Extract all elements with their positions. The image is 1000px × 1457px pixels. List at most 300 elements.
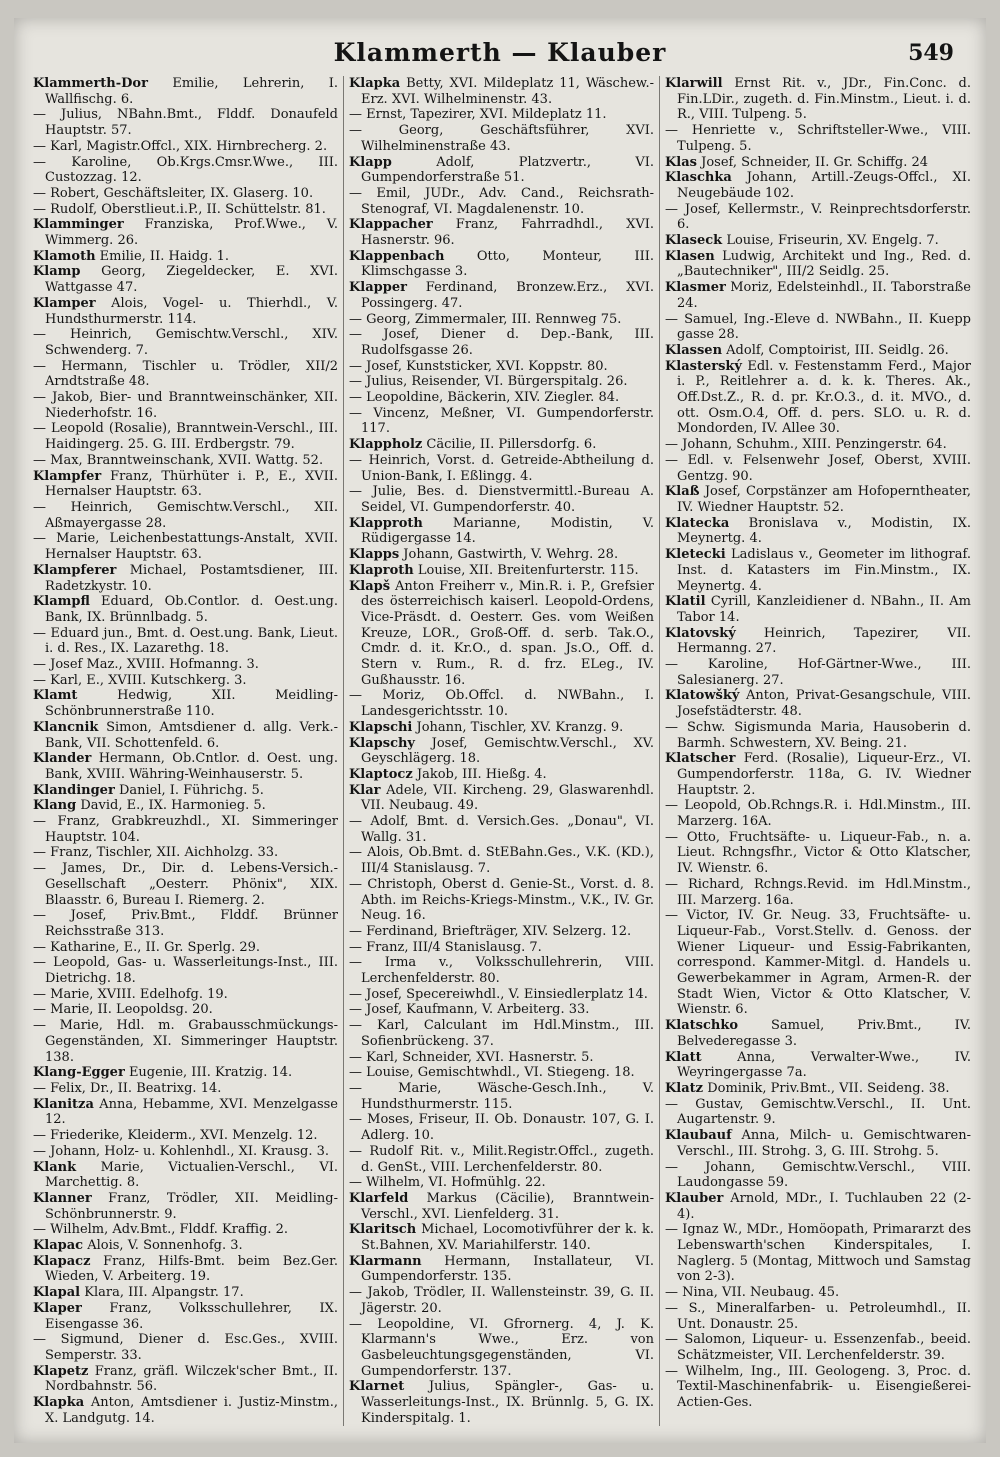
entry-text: — Louise, Gemischtwhdl., VI. Stiegeng. 18. <box>349 1065 635 1081</box>
directory-entry <box>349 814 654 845</box>
entry-text: Georg, Ziegeldecker, E. XVI. Wattgasse 47. <box>45 264 338 296</box>
entry-text: Ferdinand, Bronzew.Erz., XVI. Possingerg. 47. <box>361 280 654 311</box>
entry-surname: Klaubauf <box>665 1128 732 1144</box>
entry-text: Edl. v. Festenstamm Ferd., Major i. P., Reitlehrer a. d. k. k. Theres. Ak., Off.Dst.Z., R. d. pr. Kr.O.3., d. it. MVO., d. ott. Osm.O.4, Off. d. pers. SLO. u. R. d. Mondorden, IV. Allee 30. <box>677 358 971 437</box>
entry-surname: Klapetz <box>33 1363 89 1379</box>
entry-text: — Nina, VII. Neubaug. 45. <box>665 1285 840 1301</box>
directory-entry <box>33 673 338 689</box>
directory-entry <box>33 563 338 594</box>
directory-entry <box>33 421 338 452</box>
entry-surname: Klapproth <box>349 515 423 531</box>
entry-text: — Vincenz, Meßner, VI. Gumpendorferstr. 117. <box>349 405 654 437</box>
directory-entry <box>33 720 338 751</box>
directory-entry <box>33 751 338 782</box>
entry-text: Franz, Hilfs-Bmt. beim Bez.Ger. Wieden, V. Arbeiterg. 19. <box>45 1253 338 1285</box>
entry-surname: Klampferer <box>33 562 117 578</box>
directory-entry <box>349 767 654 783</box>
entry-surname: Klaptocz <box>349 766 413 782</box>
entry-text: — Leopold (Rosalie), Branntwein-Verschl., III. Haidingerg. 25. G. III. Erdbergstr. 79. <box>33 421 338 453</box>
entry-text: — Salomon, Liqueur- u. Essenzenfab., beeid. Schätzmeister, VII. Lerchenfelderstr. 39. <box>665 1332 971 1363</box>
entry-text: — Josef, Specereiwhdl., V. Einsiedlerplatz 14. <box>349 986 648 1002</box>
directory-entry <box>665 1301 971 1332</box>
entry-text: — Ferdinand, Briefträger, XIV. Selzerg. 12. <box>349 923 632 939</box>
entry-surname: Klauber <box>665 1190 724 1206</box>
entry-surname: Klappacher <box>349 217 433 233</box>
directory-entry <box>33 845 338 861</box>
entry-text: — Karl, Magistr.Offcl., XIX. Hirnbrecherg. 2. <box>33 138 328 154</box>
directory-entry <box>33 296 338 327</box>
directory-entry <box>665 1191 971 1222</box>
directory-entry <box>665 280 971 311</box>
directory-entry <box>349 1175 654 1191</box>
directory-entry <box>665 1160 971 1191</box>
directory-entry <box>665 594 971 625</box>
directory-entry <box>33 1144 338 1160</box>
directory-entry <box>665 1332 971 1363</box>
directory-entry <box>665 249 971 280</box>
entry-text: Hedwig, XII. Meidling-Schönbrunnerstraße 110. <box>45 688 338 720</box>
entry-surname: Klammerth-Dor <box>33 76 148 91</box>
directory-entry <box>349 249 654 280</box>
column-3 <box>660 76 976 1426</box>
entry-surname: Klapka <box>349 76 401 91</box>
entry-text: Cyrill, Kanzleidiener d. NBahn., II. Am Tabor 14. <box>677 594 971 625</box>
entry-text: Anna, Verwalter-Wwe., IV. Weyringergasse 7a. <box>677 1049 971 1081</box>
directory-entry <box>665 1050 971 1081</box>
directory-entry <box>33 327 338 358</box>
entry-text: — Karl, Calculant im Hdl.Minstm., III. Sofienbrückeng. 37. <box>349 1018 654 1049</box>
directory-entry <box>33 453 338 469</box>
entry-text: — Leopoldine, Bäckerin, XIV. Ziegler. 84. <box>349 390 620 406</box>
entry-text: — Henriette v., Schriftsteller-Wwe., VIII. Tulpeng. 5. <box>665 123 971 154</box>
entry-text: Ludwig, Architekt und Ing., Red. d. „Bautechniker", III/2 Seidlg. 25. <box>677 248 971 280</box>
directory-entry <box>665 453 971 484</box>
entry-text: Markus (Cäcilie), Branntwein-Verschl., XVI. Lienfelderg. 31. <box>361 1190 654 1222</box>
directory-entry <box>665 343 971 359</box>
entry-surname: Klaß <box>665 484 700 500</box>
directory-entry <box>33 1238 338 1254</box>
directory-entry <box>665 1097 971 1128</box>
directory-entry <box>349 217 654 248</box>
directory-entry <box>665 170 971 201</box>
entry-text: — Gustav, Gemischtw.Verschl., II. Unt. Augartenstr. 9. <box>665 1096 971 1128</box>
directory-entry <box>349 940 654 956</box>
entry-text: — Josef, Priv.Bmt., Flddf. Brünner Reichsstraße 313. <box>33 908 338 939</box>
directory-entry <box>665 1364 971 1411</box>
entry-text: Arnold, MDr., I. Tuchlauben 22 (2-4). <box>677 1190 971 1222</box>
directory-entry <box>33 107 338 138</box>
directory-entry <box>665 798 971 829</box>
entry-text: — Marie, Hdl. m. Grabausschmückungs-Gegenständen, XI. Simmeringer Hauptstr. 138. <box>33 1018 338 1065</box>
directory-entry <box>33 688 338 719</box>
entry-surname: Klamper <box>33 295 96 311</box>
entry-text: — Georg, Zimmermaler, III. Rennweg 75. <box>349 311 622 327</box>
entry-text: — Max, Branntweinschank, XVII. Wattg. 52. <box>33 452 324 468</box>
entry-text: — Ignaz W., MDr., Homöopath, Primararzt des Lebenswarth'schen Kinderspitales, I. Naglerg. 5 (Montag, Mittwoch und Samstag von 2-3). <box>665 1222 971 1285</box>
entry-text: Eduard, Ob.Contlor. d. Oest.ung. Bank, IX. Brünnlbadg. 5. <box>45 594 338 625</box>
entry-text: — Otto, Fruchtsäfte- u. Liqueur-Fab., n. a. Lieut. Rchngsfhr., Victor & Otto Klatscher, IV. Wienstr. 6. <box>665 829 971 877</box>
directory-entry <box>349 563 654 579</box>
entry-text: — Felix, Dr., II. Beatrixg. 14. <box>33 1081 222 1096</box>
directory-entry <box>349 123 654 154</box>
entry-surname: Klasmer <box>665 280 726 296</box>
directory-entry <box>33 1222 338 1238</box>
entry-text: Ferd. (Rosalie), Liqueur-Erz., VI. Gumpendorferstr. 118a, G. IV. Wiedner Hauptstr. 2. <box>677 751 971 798</box>
entry-surname: Klapac <box>33 1238 84 1254</box>
entry-text: Adele, VII. Kircheng. 29, Glaswarenhdl. VII. Neubaug. 49. <box>361 782 654 814</box>
directory-entry <box>33 1128 338 1144</box>
directory-entry <box>33 657 338 673</box>
directory-entry <box>349 1065 654 1081</box>
directory-entry <box>349 1081 654 1112</box>
directory-entry <box>665 155 971 171</box>
entry-surname: Klarfeld <box>349 1190 409 1206</box>
directory-entry <box>33 217 338 248</box>
directory-entry <box>349 1254 654 1285</box>
entry-surname: Klas <box>665 154 697 170</box>
entry-surname: Klapacz <box>33 1253 91 1269</box>
entry-surname: Klatowšký <box>665 688 740 704</box>
entry-text: Alois, V. Sonnenhofg. 3. <box>83 1238 243 1254</box>
entry-text: — Karoline, Ob.Krgs.Cmsr.Wwe., III. Custozzag. 12. <box>33 154 338 186</box>
entry-text: — Franz, III/4 Stanislausg. 7. <box>349 939 542 955</box>
entry-text: Emilie, II. Haidg. 1. <box>95 248 230 264</box>
entry-surname: Klapš <box>349 578 391 594</box>
directory-entry <box>665 123 971 154</box>
column-2 <box>344 76 660 1426</box>
directory-entry <box>349 1191 654 1222</box>
entry-text: Cäcilie, II. Pillersdorfg. 6. <box>422 437 597 453</box>
entry-surname: Kletecki <box>665 547 726 563</box>
entry-text: — Wilhelm, Adv.Bmt., Flddf. Kraffig. 2. <box>33 1222 289 1238</box>
entry-text: Klara, III. Alpangstr. 17. <box>80 1285 244 1301</box>
entry-text: David, E., IX. Harmonieg. 5. <box>76 798 266 814</box>
entry-text: — Julius, NBahn.Bmt., Flddf. Donaufeld Hauptstr. 57. <box>33 107 338 139</box>
entry-text: Anton Freiherr v., Min.R. i. P., Grefsier des österreichisch kaiserl. Leopold-Ordens, Vice-Präsdt. d. Oesterr. Ges. vom Weißen Kreuze, LOR., Groß-Off. d. serb. Tak.O., Cmdr. d. it. Kr.O., d. span. Js.O., Off. d. Stern v. Rum., R. d. frz. ELeg., IV. Gußhausstr. 16. <box>361 578 654 688</box>
directory-entry <box>33 1002 338 1018</box>
entry-text: Anton, Privat-Gesangschule, VIII. Josefstädterstr. 48. <box>677 688 971 720</box>
directory-entry <box>33 987 338 1003</box>
directory-entry <box>349 312 654 328</box>
entry-text: Bronislava v., Modistin, IX. Meynertg. 4. <box>677 515 971 547</box>
entry-text: Johann, Gastwirth, V. Wehrg. 28. <box>399 547 619 563</box>
directory-entry <box>33 469 338 500</box>
entry-text: — Katharine, E., II. Gr. Sperlg. 29. <box>33 939 261 955</box>
entry-surname: Klarnet <box>349 1379 405 1395</box>
entry-text: — Marie, XVIII. Edelhofg. 19. <box>33 986 228 1002</box>
entry-text: — Georg, Geschäftsführer, XVI. Wilhelminenstraße 43. <box>349 123 654 154</box>
entry-surname: Klamt <box>33 688 78 704</box>
directory-entry <box>33 1301 338 1332</box>
entry-text: — Jakob, Trödler, II. Wallensteinstr. 39, G. II. Jägerstr. 20. <box>349 1285 654 1316</box>
directory-entry <box>349 1002 654 1018</box>
entry-text: — Heinrich, Gemischtw.Verschl., XII. Aßmayergasse 28. <box>33 499 338 531</box>
directory-entry <box>33 1081 338 1097</box>
entry-text: — Wilhelm, Ing., III. Geologeng. 3, Proc. d. Textil-Maschinenfabrik- u. Eisengießerei-Actien-Ges. <box>665 1363 971 1411</box>
directory-entry <box>349 76 654 107</box>
directory-entry <box>665 76 971 123</box>
entry-text: — Wilhelm, VI. Hofmühlg. 22. <box>349 1175 546 1191</box>
directory-entry <box>33 500 338 531</box>
entry-text: Marie, Victualien-Verschl., VI. Marchettig. 8. <box>45 1159 338 1191</box>
entry-text: Michael, Locomotivführer der k. k. St.Bahnen, XV. Mariahilferstr. 140. <box>361 1222 654 1254</box>
directory-entry <box>349 1018 654 1049</box>
entry-text: Adolf, Comptoirist, III. Seidlg. 26. <box>722 342 949 358</box>
directory-entry <box>349 453 654 484</box>
entry-text: — Alois, Ob.Bmt. d. StEBahn.Ges., V.K. (KD.), III/4 Stanislausg. 7. <box>349 845 654 877</box>
entry-text: Franz, Volksschullehrer, IX. Eisengasse 36. <box>45 1300 338 1332</box>
entry-text: — Edl. v. Felsenwehr Josef, Oberst, XVIII. Gentzg. 90. <box>665 452 971 484</box>
entry-text: — Franz, Grabkreuzhdl., XI. Simmeringer Hauptstr. 104. <box>33 814 338 845</box>
entry-text: Hermann, Ob.Cntlor. d. Oest. ung. Bank, XVIII. Währing-Weinhauserstr. 5. <box>45 751 338 782</box>
directory-entry <box>33 1254 338 1285</box>
directory-entry <box>33 139 338 155</box>
entry-text: Marianne, Modistin, V. Rüdigergasse 14. <box>361 515 654 547</box>
entry-surname: Klasterský <box>665 358 742 374</box>
directory-entry <box>665 751 971 798</box>
entry-text: — Samuel, Ing.-Eleve d. NWBahn., II. Kuepp gasse 28. <box>665 311 971 343</box>
entry-text: Alois, Vogel- u. Thierhdl., V. Hundsthurmerstr. 114. <box>45 295 338 327</box>
directory-entry <box>349 406 654 437</box>
entry-text: Jakob, III. Hießg. 4. <box>412 766 547 782</box>
entry-text: — Heinrich, Vorst. d. Getreide-Abtheilung d. Union-Bank, I. Eßlingg. 4. <box>349 452 654 484</box>
entry-text: Eugenie, III. Kratzig. 14. <box>124 1065 293 1081</box>
entry-text: Emilie, Lehrerin, I. Wallfischg. 6. <box>45 76 338 107</box>
directory-entry <box>665 547 971 594</box>
entry-surname: Klapka <box>33 1395 85 1411</box>
entry-surname: Klampfl <box>33 594 90 610</box>
entry-surname: Klatt <box>665 1049 702 1065</box>
directory-entry <box>33 186 338 202</box>
entry-surname: Klanner <box>33 1190 92 1206</box>
directory-entry <box>665 1128 971 1159</box>
entry-surname: Klassen <box>665 342 723 358</box>
entry-surname: Klapschi <box>349 719 413 735</box>
directory-entry <box>665 484 971 515</box>
entry-text: — Marie, II. Leopoldsg. 20. <box>33 1002 213 1018</box>
entry-text: Julius, Spängler-, Gas- u. Wasserleitungs-Inst., IX. Brünnlg. 5, G. IX. Kinderspitalg. 1. <box>361 1379 654 1426</box>
directory-entry <box>33 1065 338 1081</box>
directory-entry <box>349 720 654 736</box>
entry-text: — Josef, Kaufmann, V. Arbeiterg. 33. <box>349 1002 590 1018</box>
entry-text: Franz, gräfl. Wilczek'scher Bmt., II. Nordbahnstr. 56. <box>45 1363 338 1395</box>
entry-text: Josef, Gemischtw.Verschl., XV. Geyschlägerg. 18. <box>361 735 654 767</box>
entry-text: — Johann, Gemischtw.Verschl., VIII. Laudongasse 59. <box>665 1159 971 1191</box>
directory-entry <box>33 1364 338 1395</box>
entry-text: Adolf, Platzvertr., VI. Gumpendorferstraße 51. <box>361 154 654 186</box>
directory-entry <box>33 940 338 956</box>
directory-entry <box>349 1050 654 1066</box>
entry-surname: Klapps <box>349 547 400 563</box>
directory-entry <box>349 877 654 924</box>
directory-entry <box>665 516 971 547</box>
entry-text: — Heinrich, Gemischtw.Verschl., XIV. Schwenderg. 7. <box>33 327 338 358</box>
entry-text: Josef, Corpstänzer am Hofoperntheater, IV. Wiedner Hauptstr. 52. <box>677 484 971 515</box>
directory-entry <box>349 783 654 814</box>
directory-entry <box>33 202 338 218</box>
entry-surname: Klang-Egger <box>33 1065 125 1081</box>
entry-surname: Klaschka <box>665 170 732 186</box>
directory-entry <box>349 484 654 515</box>
directory-entry <box>33 798 338 814</box>
directory-entry <box>33 1332 338 1363</box>
directory-entry <box>349 924 654 940</box>
directory-entry <box>349 327 654 358</box>
entry-surname: Klamminger <box>33 217 124 233</box>
column-1 <box>28 76 344 1426</box>
directory-entry <box>665 1018 971 1049</box>
entry-surname: Klapal <box>33 1285 81 1301</box>
entry-text: — Leopoldine, VI. Gfrornerg. 4, J. K. Klarmann's Wwe., Erz. von Gasbeleuchtungsgegenständen, VI. Gumpendorferstr. 137. <box>349 1316 654 1379</box>
entry-text: — Hermann, Tischler u. Trödler, XII/2 Arndtstraße 48. <box>33 358 338 390</box>
entry-text: — Johann, Holz- u. Kohlenhdl., XI. Krausg. 3. <box>33 1143 330 1159</box>
running-head <box>14 32 986 72</box>
entry-surname: Klander <box>33 751 92 767</box>
entry-text: — Sigmund, Diener d. Esc.Ges., XVIII. Semperstr. 33. <box>33 1332 338 1363</box>
entry-text: — Schw. Sigismunda Maria, Hausoberin d. Barmh. Schwestern, XV. Being. 21. <box>665 719 971 751</box>
entry-surname: Klatz <box>665 1081 704 1096</box>
directory-columns <box>28 76 976 1426</box>
directory-entry <box>349 1144 654 1175</box>
directory-entry <box>349 1112 654 1143</box>
directory-entry <box>665 1081 971 1097</box>
entry-text: Franz, Fahrradhdl., XVI. Hasnerstr. 96. <box>361 217 654 249</box>
entry-text: Ernst Rit. v., JDr., Fin.Conc. d. Fin.LDir., zugeth. d. Fin.Minstm., Lieut. i. d. R., VIII. Tulpeng. 5. <box>677 76 971 123</box>
directory-entry <box>349 987 654 1003</box>
entry-surname: Klasen <box>665 248 715 264</box>
directory-entry <box>349 374 654 390</box>
directory-entry <box>33 1285 338 1301</box>
directory-entry <box>349 1285 654 1316</box>
entry-surname: Klar <box>349 782 381 798</box>
directory-entry <box>349 107 654 123</box>
directory-entry <box>349 437 654 453</box>
entry-surname: Klaproth <box>349 562 414 578</box>
entry-text: — Victor, IV. Gr. Neug. 33, Fruchtsäfte- u. Liqueur-Fab., Vorst.Stellv. d. Genoss. der Wiener Liqueur- und Essig-Fabrikanten, correspond. Kammer-Mitgl. d. Handels u. Gewerbekammer in Agram, Armen-R. der Stadt Wien, Victor & Otto Klatscher, V. Wienstr. 6. <box>665 908 971 1018</box>
entry-surname: Klapschy <box>349 735 415 751</box>
entry-surname: Klatscher <box>665 751 736 767</box>
entry-text: — Rudolf, Oberstlieut.i.P., II. Schüttelstr. 81. <box>33 201 326 217</box>
directory-entry <box>665 359 971 438</box>
entry-surname: Klatovský <box>665 625 736 641</box>
entry-text: — Friederike, Kleiderm., XVI. Menzelg. 12. <box>33 1128 318 1144</box>
directory-entry <box>349 845 654 876</box>
entry-text: — Ernst, Tapezirer, XVI. Mildeplatz 11. <box>349 107 607 123</box>
entry-surname: Klarwill <box>665 76 723 91</box>
directory-entry <box>349 155 654 186</box>
entry-surname: Klatschko <box>665 1018 739 1034</box>
directory-entry <box>33 594 338 625</box>
directory-entry <box>665 626 971 657</box>
entry-text: — Josef Maz., XVIII. Hofmanng. 3. <box>33 657 259 673</box>
directory-entry <box>33 1160 338 1191</box>
entry-surname: Klapp <box>349 154 392 170</box>
directory-entry <box>349 579 654 689</box>
entry-text: — Leopold, Ob.Rchngs.R. i. Hdl.Minstm., III. Marzerg. 16A. <box>665 798 971 830</box>
entry-text: Michael, Postamtsdiener, III. Radetzkystr. 10. <box>45 562 338 594</box>
entry-surname: Klappenbach <box>349 248 445 264</box>
entry-text: Daniel, I. Führichg. 5. <box>114 782 264 798</box>
entry-text: — Karl, E., XVIII. Kutschkerg. 3. <box>33 672 247 688</box>
entry-text: — Robert, Geschäftsleiter, IX. Glaserg. 10. <box>33 185 314 201</box>
entry-text: — James, Dr., Dir. d. Lebens-Versich.-Gesellschaft „Oesterr. Phönix", XIX. Blaasstr. 6, Bureau I. Riemerg. 2. <box>33 861 338 908</box>
directory-entry <box>349 516 654 547</box>
directory-entry <box>33 861 338 908</box>
directory-entry <box>33 390 338 421</box>
entry-text: Anna, Milch- u. Gemischtwaren-Verschl., III. Strohg. 3, G. III. Strohg. 5. <box>677 1128 971 1159</box>
entry-surname: Klanitza <box>33 1096 94 1112</box>
directory-entry <box>665 202 971 233</box>
entry-text: — Marie, Leichenbestattungs-Anstalt, XVII. Hernalser Hauptstr. 63. <box>33 531 338 563</box>
entry-text: Otto, Monteur, III. Klimschgasse 3. <box>361 248 654 280</box>
entry-text: Ladislaus v., Geometer im lithograf. Inst. d. Katasters im Fin.Minstm., IX. Meynertg. 4. <box>677 547 971 594</box>
directory-entry <box>349 955 654 986</box>
entry-surname: Klaritsch <box>349 1222 417 1238</box>
directory-entry <box>665 233 971 249</box>
directory-entry <box>665 312 971 343</box>
entry-text: — Julie, Bes. d. Dienstvermittl.-Bureau A. Seidel, VI. Gumpendorferstr. 40. <box>349 484 654 515</box>
entry-text: — Christoph, Oberst d. Genie-St., Vorst. d. 8. Abth. im Reichs-Kriegs-Minstm., V.K., IV. Gr. Neug. 16. <box>349 876 654 924</box>
entry-text: Anton, Amtsdiener i. Justiz-Minstm., X. Landgutg. 14. <box>45 1395 338 1426</box>
directory-entry <box>33 1191 338 1222</box>
directory-entry <box>33 76 338 107</box>
entry-text: Hermann, Installateur, VI. Gumpendorferstr. 135. <box>361 1253 654 1285</box>
entry-text: — Richard, Rchngs.Revid. im Hdl.Minstm., III. Marzerg. 16a. <box>665 876 971 908</box>
directory-entry <box>349 186 654 217</box>
directory-entry <box>33 1395 338 1426</box>
entry-text: — Rudolf Rit. v., Milit.Registr.Offcl., zugeth. d. GenSt., VIII. Lerchenfelderstr. 80. <box>349 1143 654 1175</box>
entry-text: — Moriz, Ob.Offcl. d. NWBahn., I. Landesgerichtsstr. 10. <box>349 688 654 720</box>
directory-entry <box>33 1018 338 1065</box>
directory-entry <box>665 1285 971 1301</box>
entry-surname: Klamp <box>33 264 81 280</box>
directory-entry <box>33 955 338 986</box>
entry-text: Dominik, Priv.Bmt., VII. Seideng. 38. <box>703 1081 950 1096</box>
entry-surname: Klaper <box>33 1300 82 1316</box>
directory-entry <box>349 1379 654 1426</box>
entry-text: Anna, Hebamme, XVI. Menzelgasse 12. <box>45 1096 338 1128</box>
entry-text: — Karoline, Hof-Gärtner-Wwe., III. Salesianerg. 27. <box>665 657 971 688</box>
directory-entry <box>349 390 654 406</box>
directory-entry <box>665 877 971 908</box>
entry-text: — Josef, Kunststicker, XVI. Koppstr. 80. <box>349 358 608 374</box>
entry-text: Louise, XII. Breitenfurterstr. 115. <box>413 562 639 578</box>
entry-text: — Josef, Diener d. Dep.-Bank, III. Rudolfsgasse 26. <box>349 327 654 358</box>
entry-text: — Emil, JUDr., Adv. Cand., Reichsrath-Stenograf, VI. Magdalenenstr. 10. <box>349 185 654 217</box>
entry-text: — Julius, Reisender, VI. Bürgerspitalg. 26. <box>349 374 628 390</box>
entry-text: — Josef, Kellermstr., V. Reinprechtsdorferstr. 6. <box>665 201 971 233</box>
entry-surname: Klatecka <box>665 515 730 531</box>
directory-entry <box>665 437 971 453</box>
directory-entry <box>349 280 654 311</box>
directory-entry <box>33 531 338 562</box>
entry-text: Franz, Trödler, XII. Meidling-Schönbrunnerstr. 9. <box>45 1190 338 1222</box>
entry-surname: Klank <box>33 1159 77 1175</box>
entry-surname: Klampfer <box>33 468 102 484</box>
directory-entry <box>665 657 971 688</box>
entry-text: — S., Mineralfarben- u. Petroleumhdl., II. Unt. Donaustr. 25. <box>665 1300 971 1332</box>
entry-text: — Adolf, Bmt. d. Versich.Ges. „Donau", VI. Wallg. 31. <box>349 814 654 845</box>
entry-text: — Eduard jun., Bmt. d. Oest.ung. Bank, Lieut. i. d. Res., IX. Lazarethg. 18. <box>33 625 338 657</box>
entry-text: Johann, Tischler, XV. Kranzg. 9. <box>412 719 624 735</box>
entry-text: Samuel, Priv.Bmt., IV. Belvederegasse 3. <box>677 1018 971 1049</box>
directory-page <box>14 18 986 1443</box>
directory-entry <box>349 688 654 719</box>
directory-entry <box>33 155 338 186</box>
entry-text: Johann, Artill.-Zeugs-Offcl., XI. Neugebäude 102. <box>677 170 971 201</box>
entry-surname: Klappholz <box>349 437 423 453</box>
directory-entry <box>33 264 338 295</box>
